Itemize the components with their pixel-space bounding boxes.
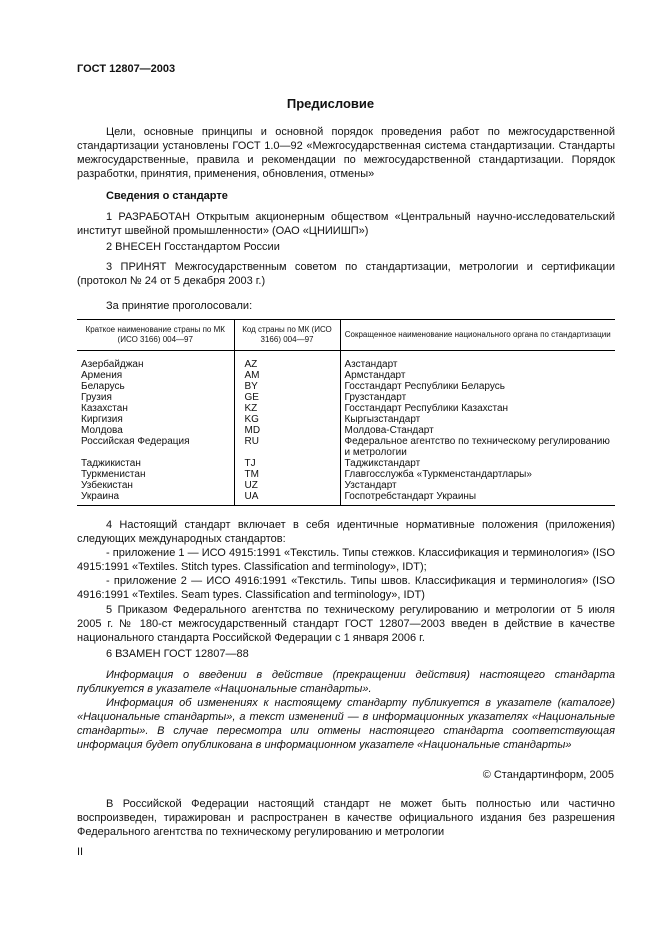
column-header-code: Код страны по МК (ИСО 3166) 004—97 [234,320,340,351]
table-row [77,491,615,506]
code-cell: BY [234,381,340,392]
item-2: 2 ВНЕСЕН Госстандартом России [106,241,280,253]
country-cell: Азербайджан [81,359,144,370]
table-row [77,436,615,458]
reproduction-notice: В Российской Федерации настоящий стандарт не может быть полностью или частично воспроизведен, тиражирован и распространен в качестве официального издания без разрешения Федерального агентства по техническому регулированию и метрологии [77,798,615,838]
body-cell: Главгосслужба «Туркменстандартлары» [340,469,615,480]
item-3: 3 ПРИНЯТ Межгосударственным советом по стандартизации, метрологии и сертификации (протокол № 24 от 5 декабря 2003 г.) [77,261,615,287]
document-header: ГОСТ 12807—2003 [77,63,176,75]
item-1: 1 РАЗРАБОТАН Открытым акционерным обществом «Центральный научно-исследовательский институт швейной промышленности» (ОАО «ЦНИИШП») [77,211,615,237]
country-cell: Беларусь [81,381,125,392]
table-header-row [77,320,615,351]
info-introduction: Информация о введении в действие (прекращении действия) настоящего стандарта публикуется в указателе «Национальные стандарты». [77,669,615,695]
item-4-annex-1: - приложение 1 — ИСО 4915:1991 «Текстиль. Типы стежков. Классификация и терминология» (ISO 4915:1991 «Textiles. Stitch types. Classification and terminology», IDT); [77,547,615,573]
item-6: 6 ВЗАМЕН ГОСТ 12807—88 [106,648,249,660]
body-cell: Армстандарт [340,370,615,381]
intro-paragraph: Цели, основные принципы и основной порядок проведения работ по межгосударственной стандартизации установлены ГОСТ 1.0—92 «Межгосударственная система стандартизации. Стандарты межгосударственные, правила и рекомендации по межгосударственной стандартизации. Порядок разработки, принятия, применения, обновления, отмены» [77,126,615,180]
item-4-annex-2: - приложение 2 — ИСО 4916:1991 «Текстиль. Типы швов. Классификация и терминология» (ISO 4916:1991 «Textiles. Seam types. Classification and terminology», IDT) [77,575,615,601]
country-cell: Украина [77,491,234,506]
table-row [77,351,615,371]
page-number: II [77,846,84,858]
table-row [77,403,615,414]
country-cell: Российская Федерация [81,436,190,447]
section-title: Сведения о стандарте [106,190,228,202]
code-cell: KZ [234,403,340,414]
column-header-country: Краткое наименование страны по МК (ИСО 3166) 004—97 [77,320,234,351]
table-row [77,425,615,436]
table-row [77,381,615,392]
country-cell: Туркменистан [81,469,146,480]
column-header-body: Сокращенное наименование национального органа по стандартизации [340,320,615,351]
country-cell: Киргизия [81,414,123,425]
page-title: Предисловие [286,96,375,111]
body-cell: Молдова-Стандарт [340,425,615,436]
table-row [77,414,615,425]
country-cell: Армения [81,370,123,381]
copyright: © Стандартинформ, 2005 [482,769,614,781]
body-cell: Госстандарт Республики Казахстан [340,403,615,414]
table-row [77,469,615,480]
code-cell: MD [234,425,340,436]
table-row [77,458,615,469]
table-row [77,392,615,403]
body-cell: Узстандарт [340,480,615,491]
code-cell: RU [234,436,340,458]
body-cell: Госпотребстандарт Украины [340,491,615,506]
body-cell: Грузстандарт [340,392,615,403]
body-cell: Кыргызстандарт [340,414,615,425]
country-cell: Казахстан [81,403,128,414]
body-cell: Федеральное агентство по техническому регулированию и метрологии [340,436,615,458]
country-cell: Молдова [81,425,123,436]
table-row [77,480,615,491]
country-cell: Грузия [81,392,112,403]
code-cell: AZ [234,351,340,371]
voted-label: За принятие проголосовали: [106,300,253,312]
code-cell: UA [234,491,340,506]
country-cell: Таджикистан [81,458,141,469]
body-cell: Таджикстандарт [340,458,615,469]
table-row [77,370,615,381]
body-cell: Азстандарт [340,351,615,371]
item-5: 5 Приказом Федерального агентства по техническому регулированию и метрологии от 5 июля 2005 г. № 180-ст межгосударственный стандарт ГОСТ 12807—2003 введен в действие в качестве национального стандарта Российской Федерации с 1 января 2006 г. [77,604,615,644]
item-4: 4 Настоящий стандарт включает в себя идентичные нормативные положения (приложения) следующих международных стандартов: [77,519,615,545]
code-cell: GE [234,392,340,403]
code-cell: UZ [234,480,340,491]
voting-table [77,319,615,506]
info-changes: Информация об изменениях к настоящему стандарту публикуется в указателе (каталоге) «Национальные стандарты», а текст изменений — в информационных указателях «Национальные стандарты». В случае пересмотра или отмены настоящего стандарта соответствующая информация будет опубликована в информационном указателе «Национальные стандарты» [77,697,615,751]
code-cell: TJ [234,458,340,469]
country-cell: Узбекистан [81,480,133,491]
body-cell: Госстандарт Республики Беларусь [340,381,615,392]
code-cell: AM [234,370,340,381]
code-cell: TM [234,469,340,480]
code-cell: KG [234,414,340,425]
